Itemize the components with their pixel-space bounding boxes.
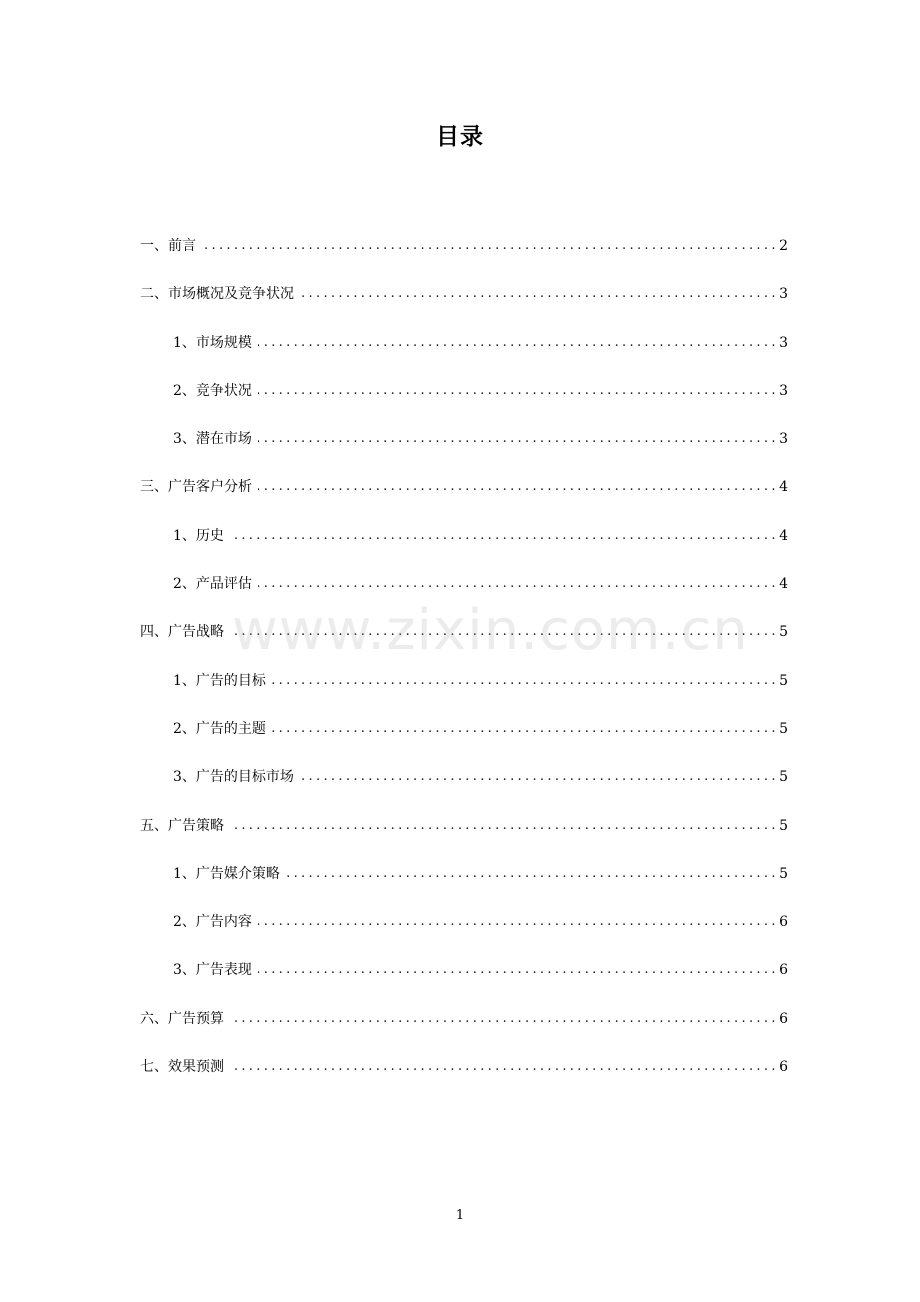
toc-dot-leader [258,912,775,932]
toc-dot-leader [230,816,775,836]
toc-entry[interactable] [140,787,788,835]
toc-entry-page: 5 [779,672,788,689]
toc-entry-label: 七、效果预测 [140,1059,224,1076]
toc-dot-leader [258,574,775,594]
toc-entry-label: 1、广告的目标 [173,672,266,689]
toc-dot-leader [258,429,775,449]
page-number: 1 [455,1208,465,1223]
toc-dot-leader [300,767,775,787]
toc-subentry[interactable] [140,642,788,690]
toc-subentry[interactable] [140,353,788,401]
toc-dot-leader [230,1009,775,1029]
toc-dot-leader [286,864,775,884]
toc-entry-label: 3、广告表现 [173,962,252,979]
toc-entry-label: 四、广告战略 [140,624,224,641]
table-of-contents [140,232,788,1077]
toc-entry-page: 3 [779,382,788,399]
toc-entry-page: 4 [779,527,788,544]
toc-entry-label: 2、广告内容 [173,914,252,931]
toc-entry-page: 3 [779,431,788,448]
toc-entry-label: 1、市场规模 [173,334,252,351]
toc-entry-label: 3、广告的目标市场 [173,769,294,786]
toc-entry-label: 一、前言 [140,238,196,254]
toc-entry-label: 五、广告策略 [140,817,224,834]
toc-dot-leader [258,960,775,980]
toc-subentry[interactable] [140,691,788,739]
toc-dot-leader [202,236,775,256]
toc-entry-page: 5 [779,720,788,737]
toc-entry[interactable] [140,449,788,497]
toc-subentry[interactable] [140,836,788,884]
toc-entry-label: 3、潜在市场 [173,431,252,448]
toc-subentry[interactable] [140,739,788,787]
toc-dot-leader [258,381,775,401]
toc-dot-leader [258,333,775,353]
watermark: www.zixin.com.cn [232,598,749,663]
toc-entry-page: 5 [779,817,788,834]
toc-dot-leader [272,719,775,739]
toc-dot-leader [272,671,775,691]
toc-entry-label: 1、广告媒介策略 [173,865,280,882]
toc-dot-leader [230,622,775,642]
toc-dot-leader [230,526,775,546]
toc-entry-label: 2、广告的主题 [173,720,266,737]
toc-subentry[interactable] [140,932,788,980]
toc-entry-label: 六、广告预算 [140,1010,224,1027]
toc-entry-page: 6 [779,962,788,979]
toc-entry-page: 3 [779,334,788,351]
toc-entry-page: 5 [779,624,788,641]
toc-entry-label: 二、市场概况及竞争状况 [140,286,294,303]
toc-entry-page: 6 [779,914,788,931]
toc-entry-page: 6 [779,1010,788,1027]
toc-subentry[interactable] [140,546,788,594]
toc-dot-leader [230,1057,775,1077]
toc-entry-label: 三、广告客户分析 [140,479,252,496]
toc-entry[interactable] [140,980,788,1028]
toc-dot-leader [300,284,775,304]
toc-dot-leader [258,477,775,497]
toc-entry-page: 3 [779,286,788,303]
toc-entry[interactable] [140,256,788,304]
toc-entry-page: 5 [779,865,788,882]
toc-entry-page: 4 [779,576,788,593]
toc-subentry[interactable] [140,884,788,932]
toc-subentry[interactable] [140,304,788,352]
toc-entry[interactable] [140,232,788,256]
toc-entry-label: 1、历史 [173,527,224,544]
toc-subentry[interactable] [140,497,788,545]
toc-entry[interactable] [140,1029,788,1077]
toc-entry-label: 2、竞争状况 [173,382,252,399]
toc-entry-page: 5 [779,769,788,786]
toc-entry-page: 4 [779,479,788,496]
page-title: 目录 [436,124,484,150]
toc-entry-label: 2、产品评估 [173,576,252,593]
toc-entry-page: 6 [779,1059,788,1076]
toc-entry-page: 2 [779,238,788,254]
toc-entry[interactable] [140,594,788,642]
toc-subentry[interactable] [140,401,788,449]
